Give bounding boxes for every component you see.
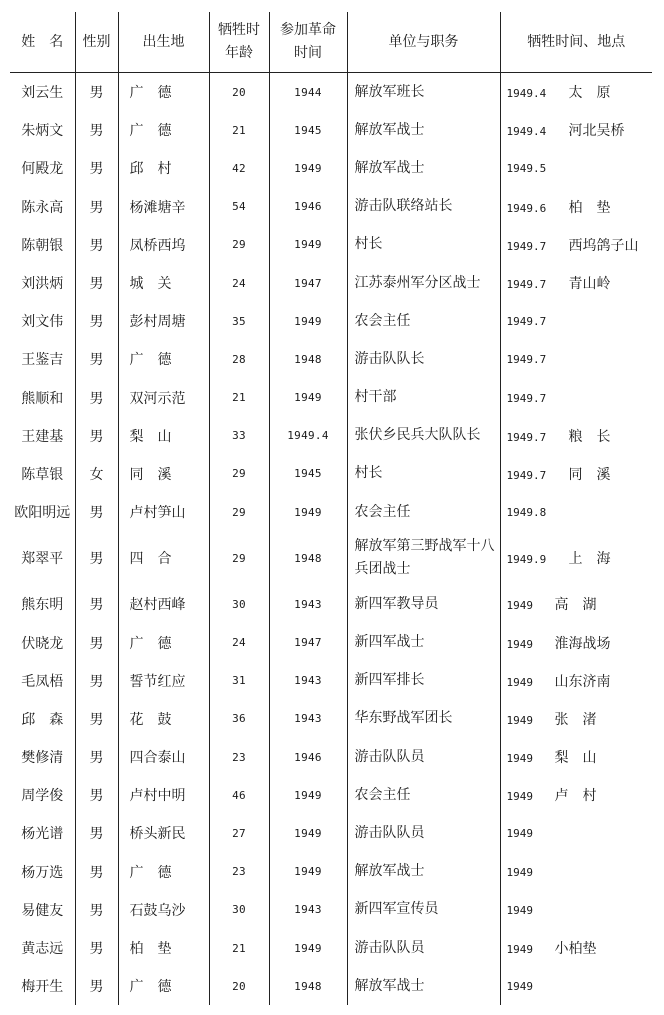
cell-death-time-place xyxy=(500,585,652,623)
cell-join-time: 1945 xyxy=(269,455,347,493)
cell-birthplace: 彭村周塘 xyxy=(118,302,209,340)
death-place: 太 原 xyxy=(568,85,611,102)
cell-birthplace: 城 关 xyxy=(118,264,209,302)
cell-gender: 男 xyxy=(75,379,118,417)
header-unit-position: 单位与职务 xyxy=(347,12,500,73)
cell-death-time-place xyxy=(500,853,652,891)
cell-birthplace: 广 德 xyxy=(118,340,209,378)
cell-birthplace: 广 德 xyxy=(118,73,209,112)
header-age: 牺牲时年龄 xyxy=(209,12,269,73)
death-date: 1949 xyxy=(506,675,533,689)
cell-gender: 男 xyxy=(75,340,118,378)
table-row xyxy=(10,302,652,340)
cell-join-time: 1948 xyxy=(269,340,347,378)
cell-birthplace: 广 德 xyxy=(118,853,209,891)
cell-unit-position: 新四军排长 xyxy=(347,662,500,700)
cell-join-time: 1949 xyxy=(269,149,347,187)
cell-join-time: 1943 xyxy=(269,891,347,929)
table-row xyxy=(10,493,652,531)
cell-death-time-place xyxy=(500,662,652,700)
cell-age: 24 xyxy=(209,623,269,661)
death-place: 上 海 xyxy=(568,551,611,568)
cell-death-time-place xyxy=(500,73,652,112)
death-place: 梨 山 xyxy=(554,750,597,767)
cell-join-time: 1949 xyxy=(269,929,347,967)
table-row xyxy=(10,738,652,776)
cell-age: 28 xyxy=(209,340,269,378)
table-row xyxy=(10,929,652,967)
cell-age: 27 xyxy=(209,814,269,852)
cell-unit-position: 江苏泰州军分区战士 xyxy=(347,264,500,302)
cell-name: 易健友 xyxy=(21,902,64,919)
cell-birthplace: 凤桥西坞 xyxy=(118,226,209,264)
header-join-time: 参加革命时间 xyxy=(269,12,347,73)
cell-age: 29 xyxy=(209,531,269,585)
cell-name: 欧阳明远 xyxy=(14,505,71,522)
death-place: 张 渚 xyxy=(554,711,597,728)
cell-name: 樊修清 xyxy=(21,750,64,767)
table-row xyxy=(10,623,652,661)
cell-join-time: 1943 xyxy=(269,700,347,738)
cell-join-time: 1949 xyxy=(269,776,347,814)
cell-name: 周学俊 xyxy=(21,788,64,805)
cell-name: 陈草银 xyxy=(21,466,64,483)
cell-name: 陈永高 xyxy=(21,199,64,216)
table-header xyxy=(10,12,652,73)
cell-death-time-place xyxy=(500,302,652,340)
cell-gender: 男 xyxy=(75,814,118,852)
table-row xyxy=(10,455,652,493)
martyrs-table xyxy=(10,12,652,1005)
cell-age: 35 xyxy=(209,302,269,340)
cell-death-time-place xyxy=(500,531,652,585)
cell-age: 29 xyxy=(209,493,269,531)
table-row xyxy=(10,967,652,1005)
cell-gender: 男 xyxy=(75,73,118,112)
cell-birthplace: 赵村西峰 xyxy=(118,585,209,623)
cell-unit-position: 解放军班长 xyxy=(347,73,500,112)
death-date: 1949.8 xyxy=(506,506,547,520)
cell-unit-position: 解放军战士 xyxy=(347,149,500,187)
cell-age: 21 xyxy=(209,929,269,967)
cell-unit-position: 解放军第三野战军十八兵团战士 xyxy=(347,531,500,585)
cell-gender: 男 xyxy=(75,891,118,929)
cell-birthplace: 柏 垫 xyxy=(118,929,209,967)
cell-birthplace: 卢村中明 xyxy=(118,776,209,814)
cell-gender: 男 xyxy=(75,188,118,226)
cell-death-time-place xyxy=(500,776,652,814)
table-row xyxy=(10,111,652,149)
cell-death-time-place xyxy=(500,226,652,264)
cell-unit-position: 农会主任 xyxy=(347,776,500,814)
cell-gender: 男 xyxy=(75,531,118,585)
cell-join-time: 1949 xyxy=(269,379,347,417)
cell-unit-position: 农会主任 xyxy=(347,302,500,340)
cell-birthplace: 广 德 xyxy=(118,623,209,661)
cell-death-time-place xyxy=(500,379,652,417)
cell-gender: 男 xyxy=(75,776,118,814)
table-row xyxy=(10,700,652,738)
table-body xyxy=(10,73,652,1006)
cell-age: 29 xyxy=(209,226,269,264)
death-place: 同 溪 xyxy=(568,466,611,483)
cell-death-time-place xyxy=(500,340,652,378)
table-row xyxy=(10,417,652,455)
cell-name: 邱 森 xyxy=(21,711,64,728)
cell-unit-position: 新四军教导员 xyxy=(347,585,500,623)
cell-gender: 男 xyxy=(75,623,118,661)
death-date: 1949 xyxy=(506,790,533,804)
table-row xyxy=(10,662,652,700)
death-date: 1949 xyxy=(506,903,533,917)
cell-join-time: 1949 xyxy=(269,814,347,852)
death-date: 1949.7 xyxy=(506,278,547,292)
cell-join-time: 1949.4 xyxy=(269,417,347,455)
cell-birthplace: 四 合 xyxy=(118,531,209,585)
cell-join-time: 1947 xyxy=(269,623,347,661)
header-name: 姓 名 xyxy=(10,12,75,73)
death-place: 西坞鸽子山 xyxy=(568,237,639,254)
cell-birthplace: 广 德 xyxy=(118,967,209,1005)
cell-death-time-place xyxy=(500,188,652,226)
death-date: 1949 xyxy=(506,943,533,957)
cell-unit-position: 张伏乡民兵大队队长 xyxy=(347,417,500,455)
cell-age: 24 xyxy=(209,264,269,302)
cell-birthplace: 杨滩塘辛 xyxy=(118,188,209,226)
cell-gender: 男 xyxy=(75,662,118,700)
table-row xyxy=(10,340,652,378)
death-date: 1949.6 xyxy=(506,201,547,215)
cell-death-time-place xyxy=(500,929,652,967)
table-row xyxy=(10,814,652,852)
cell-gender: 男 xyxy=(75,226,118,264)
death-date: 1949.4 xyxy=(506,87,547,101)
cell-age: 33 xyxy=(209,417,269,455)
table-row xyxy=(10,585,652,623)
cell-age: 30 xyxy=(209,585,269,623)
death-date: 1949 xyxy=(506,827,533,841)
table-row xyxy=(10,891,652,929)
death-place: 山东济南 xyxy=(554,673,611,690)
death-date: 1949 xyxy=(506,599,533,613)
cell-gender: 男 xyxy=(75,493,118,531)
cell-name: 杨光谱 xyxy=(21,826,64,843)
table-row xyxy=(10,853,652,891)
death-place: 卢 村 xyxy=(554,788,597,805)
cell-age: 20 xyxy=(209,967,269,1005)
cell-gender: 男 xyxy=(75,929,118,967)
death-place: 粮 长 xyxy=(568,428,611,445)
cell-gender: 男 xyxy=(75,738,118,776)
cell-gender: 女 xyxy=(75,455,118,493)
table-row xyxy=(10,226,652,264)
death-place: 小柏垫 xyxy=(554,941,597,958)
cell-age: 30 xyxy=(209,891,269,929)
cell-unit-position: 解放军战士 xyxy=(347,967,500,1005)
cell-join-time: 1948 xyxy=(269,531,347,585)
cell-death-time-place xyxy=(500,455,652,493)
cell-gender: 男 xyxy=(75,853,118,891)
cell-join-time: 1949 xyxy=(269,493,347,531)
death-date: 1949 xyxy=(506,980,533,994)
cell-birthplace: 花 鼓 xyxy=(118,700,209,738)
cell-gender: 男 xyxy=(75,700,118,738)
death-date: 1949.4 xyxy=(506,125,547,139)
cell-unit-position: 华东野战军团长 xyxy=(347,700,500,738)
cell-birthplace: 邱 村 xyxy=(118,149,209,187)
cell-join-time: 1943 xyxy=(269,662,347,700)
cell-join-time: 1946 xyxy=(269,188,347,226)
cell-name: 王建基 xyxy=(21,428,64,445)
cell-join-time: 1947 xyxy=(269,264,347,302)
cell-unit-position: 农会主任 xyxy=(347,493,500,531)
cell-gender: 男 xyxy=(75,585,118,623)
cell-death-time-place xyxy=(500,493,652,531)
cell-birthplace: 石鼓乌沙 xyxy=(118,891,209,929)
cell-age: 29 xyxy=(209,455,269,493)
header-gender: 性别 xyxy=(75,12,118,73)
death-place: 河北吴桥 xyxy=(568,123,625,140)
cell-death-time-place xyxy=(500,264,652,302)
cell-age: 36 xyxy=(209,700,269,738)
death-date: 1949.7 xyxy=(506,430,547,444)
death-place: 淮海战场 xyxy=(554,635,611,652)
header-birthplace: 出生地 xyxy=(118,12,209,73)
cell-age: 21 xyxy=(209,111,269,149)
cell-unit-position: 游击队队长 xyxy=(347,340,500,378)
table-row xyxy=(10,188,652,226)
death-date: 1949.9 xyxy=(506,553,547,567)
cell-join-time: 1946 xyxy=(269,738,347,776)
death-date: 1949 xyxy=(506,713,533,727)
cell-age: 23 xyxy=(209,853,269,891)
cell-gender: 男 xyxy=(75,149,118,187)
cell-birthplace: 双河示范 xyxy=(118,379,209,417)
cell-unit-position: 新四军宣传员 xyxy=(347,891,500,929)
cell-death-time-place xyxy=(500,149,652,187)
cell-unit-position: 村长 xyxy=(347,226,500,264)
death-place: 高 湖 xyxy=(554,597,597,614)
table-row xyxy=(10,73,652,112)
cell-name: 毛凤梧 xyxy=(21,673,64,690)
cell-birthplace: 誓节红应 xyxy=(118,662,209,700)
cell-age: 54 xyxy=(209,188,269,226)
death-date: 1949.7 xyxy=(506,468,547,482)
cell-name: 刘文伟 xyxy=(21,314,64,331)
cell-unit-position: 游击队队员 xyxy=(347,929,500,967)
cell-name: 朱炳文 xyxy=(21,123,64,140)
cell-name: 杨万选 xyxy=(21,864,64,881)
cell-name: 伏晓龙 xyxy=(21,635,64,652)
cell-unit-position: 新四军战士 xyxy=(347,623,500,661)
cell-death-time-place xyxy=(500,623,652,661)
cell-name: 熊东明 xyxy=(21,597,64,614)
cell-name: 黄志远 xyxy=(21,941,64,958)
cell-name: 何殿龙 xyxy=(21,161,64,178)
cell-unit-position: 游击队队员 xyxy=(347,814,500,852)
cell-birthplace: 广 德 xyxy=(118,111,209,149)
death-date: 1949.7 xyxy=(506,239,547,253)
cell-unit-position: 村干部 xyxy=(347,379,500,417)
cell-unit-position: 游击队队员 xyxy=(347,738,500,776)
cell-join-time: 1949 xyxy=(269,302,347,340)
cell-gender: 男 xyxy=(75,967,118,1005)
cell-join-time: 1948 xyxy=(269,967,347,1005)
cell-death-time-place xyxy=(500,700,652,738)
death-date: 1949 xyxy=(506,752,533,766)
cell-age: 20 xyxy=(209,73,269,112)
cell-unit-position: 游击队联络站长 xyxy=(347,188,500,226)
cell-unit-position: 村长 xyxy=(347,455,500,493)
cell-gender: 男 xyxy=(75,111,118,149)
cell-unit-position: 解放军战士 xyxy=(347,111,500,149)
table-row xyxy=(10,776,652,814)
cell-gender: 男 xyxy=(75,417,118,455)
death-date: 1949.7 xyxy=(506,391,547,405)
cell-birthplace: 四合泰山 xyxy=(118,738,209,776)
death-date: 1949.7 xyxy=(506,353,547,367)
cell-name: 刘洪炳 xyxy=(21,276,64,293)
cell-death-time-place xyxy=(500,967,652,1005)
cell-gender: 男 xyxy=(75,264,118,302)
cell-death-time-place xyxy=(500,891,652,929)
cell-name: 熊顺和 xyxy=(21,390,64,407)
cell-unit-position: 解放军战士 xyxy=(347,853,500,891)
death-date: 1949.5 xyxy=(506,162,547,176)
death-place: 柏 垫 xyxy=(568,199,611,216)
table-row xyxy=(10,379,652,417)
cell-age: 21 xyxy=(209,379,269,417)
death-date: 1949 xyxy=(506,865,533,879)
cell-age: 23 xyxy=(209,738,269,776)
cell-age: 31 xyxy=(209,662,269,700)
death-place: 青山岭 xyxy=(568,276,611,293)
cell-birthplace: 同 溪 xyxy=(118,455,209,493)
table-row xyxy=(10,531,652,585)
table-row xyxy=(10,264,652,302)
cell-birthplace: 梨 山 xyxy=(118,417,209,455)
death-date: 1949 xyxy=(506,637,533,651)
cell-birthplace: 桥头新民 xyxy=(118,814,209,852)
cell-join-time: 1945 xyxy=(269,111,347,149)
cell-name: 郑翠平 xyxy=(21,551,64,568)
cell-join-time: 1949 xyxy=(269,226,347,264)
cell-birthplace: 卢村笋山 xyxy=(118,493,209,531)
cell-age: 42 xyxy=(209,149,269,187)
table-row xyxy=(10,149,652,187)
cell-death-time-place xyxy=(500,111,652,149)
cell-join-time: 1949 xyxy=(269,853,347,891)
death-date: 1949.7 xyxy=(506,315,547,329)
cell-name: 王鉴吉 xyxy=(21,352,64,369)
header-death-time-place: 牺牲时间、地点 xyxy=(500,12,652,73)
cell-join-time: 1944 xyxy=(269,73,347,112)
cell-death-time-place xyxy=(500,738,652,776)
cell-age: 46 xyxy=(209,776,269,814)
cell-join-time: 1943 xyxy=(269,585,347,623)
cell-name: 陈朝银 xyxy=(21,237,64,254)
cell-gender: 男 xyxy=(75,302,118,340)
cell-name: 刘云生 xyxy=(21,85,64,102)
cell-name: 梅开生 xyxy=(21,979,64,996)
cell-death-time-place xyxy=(500,814,652,852)
cell-death-time-place xyxy=(500,417,652,455)
